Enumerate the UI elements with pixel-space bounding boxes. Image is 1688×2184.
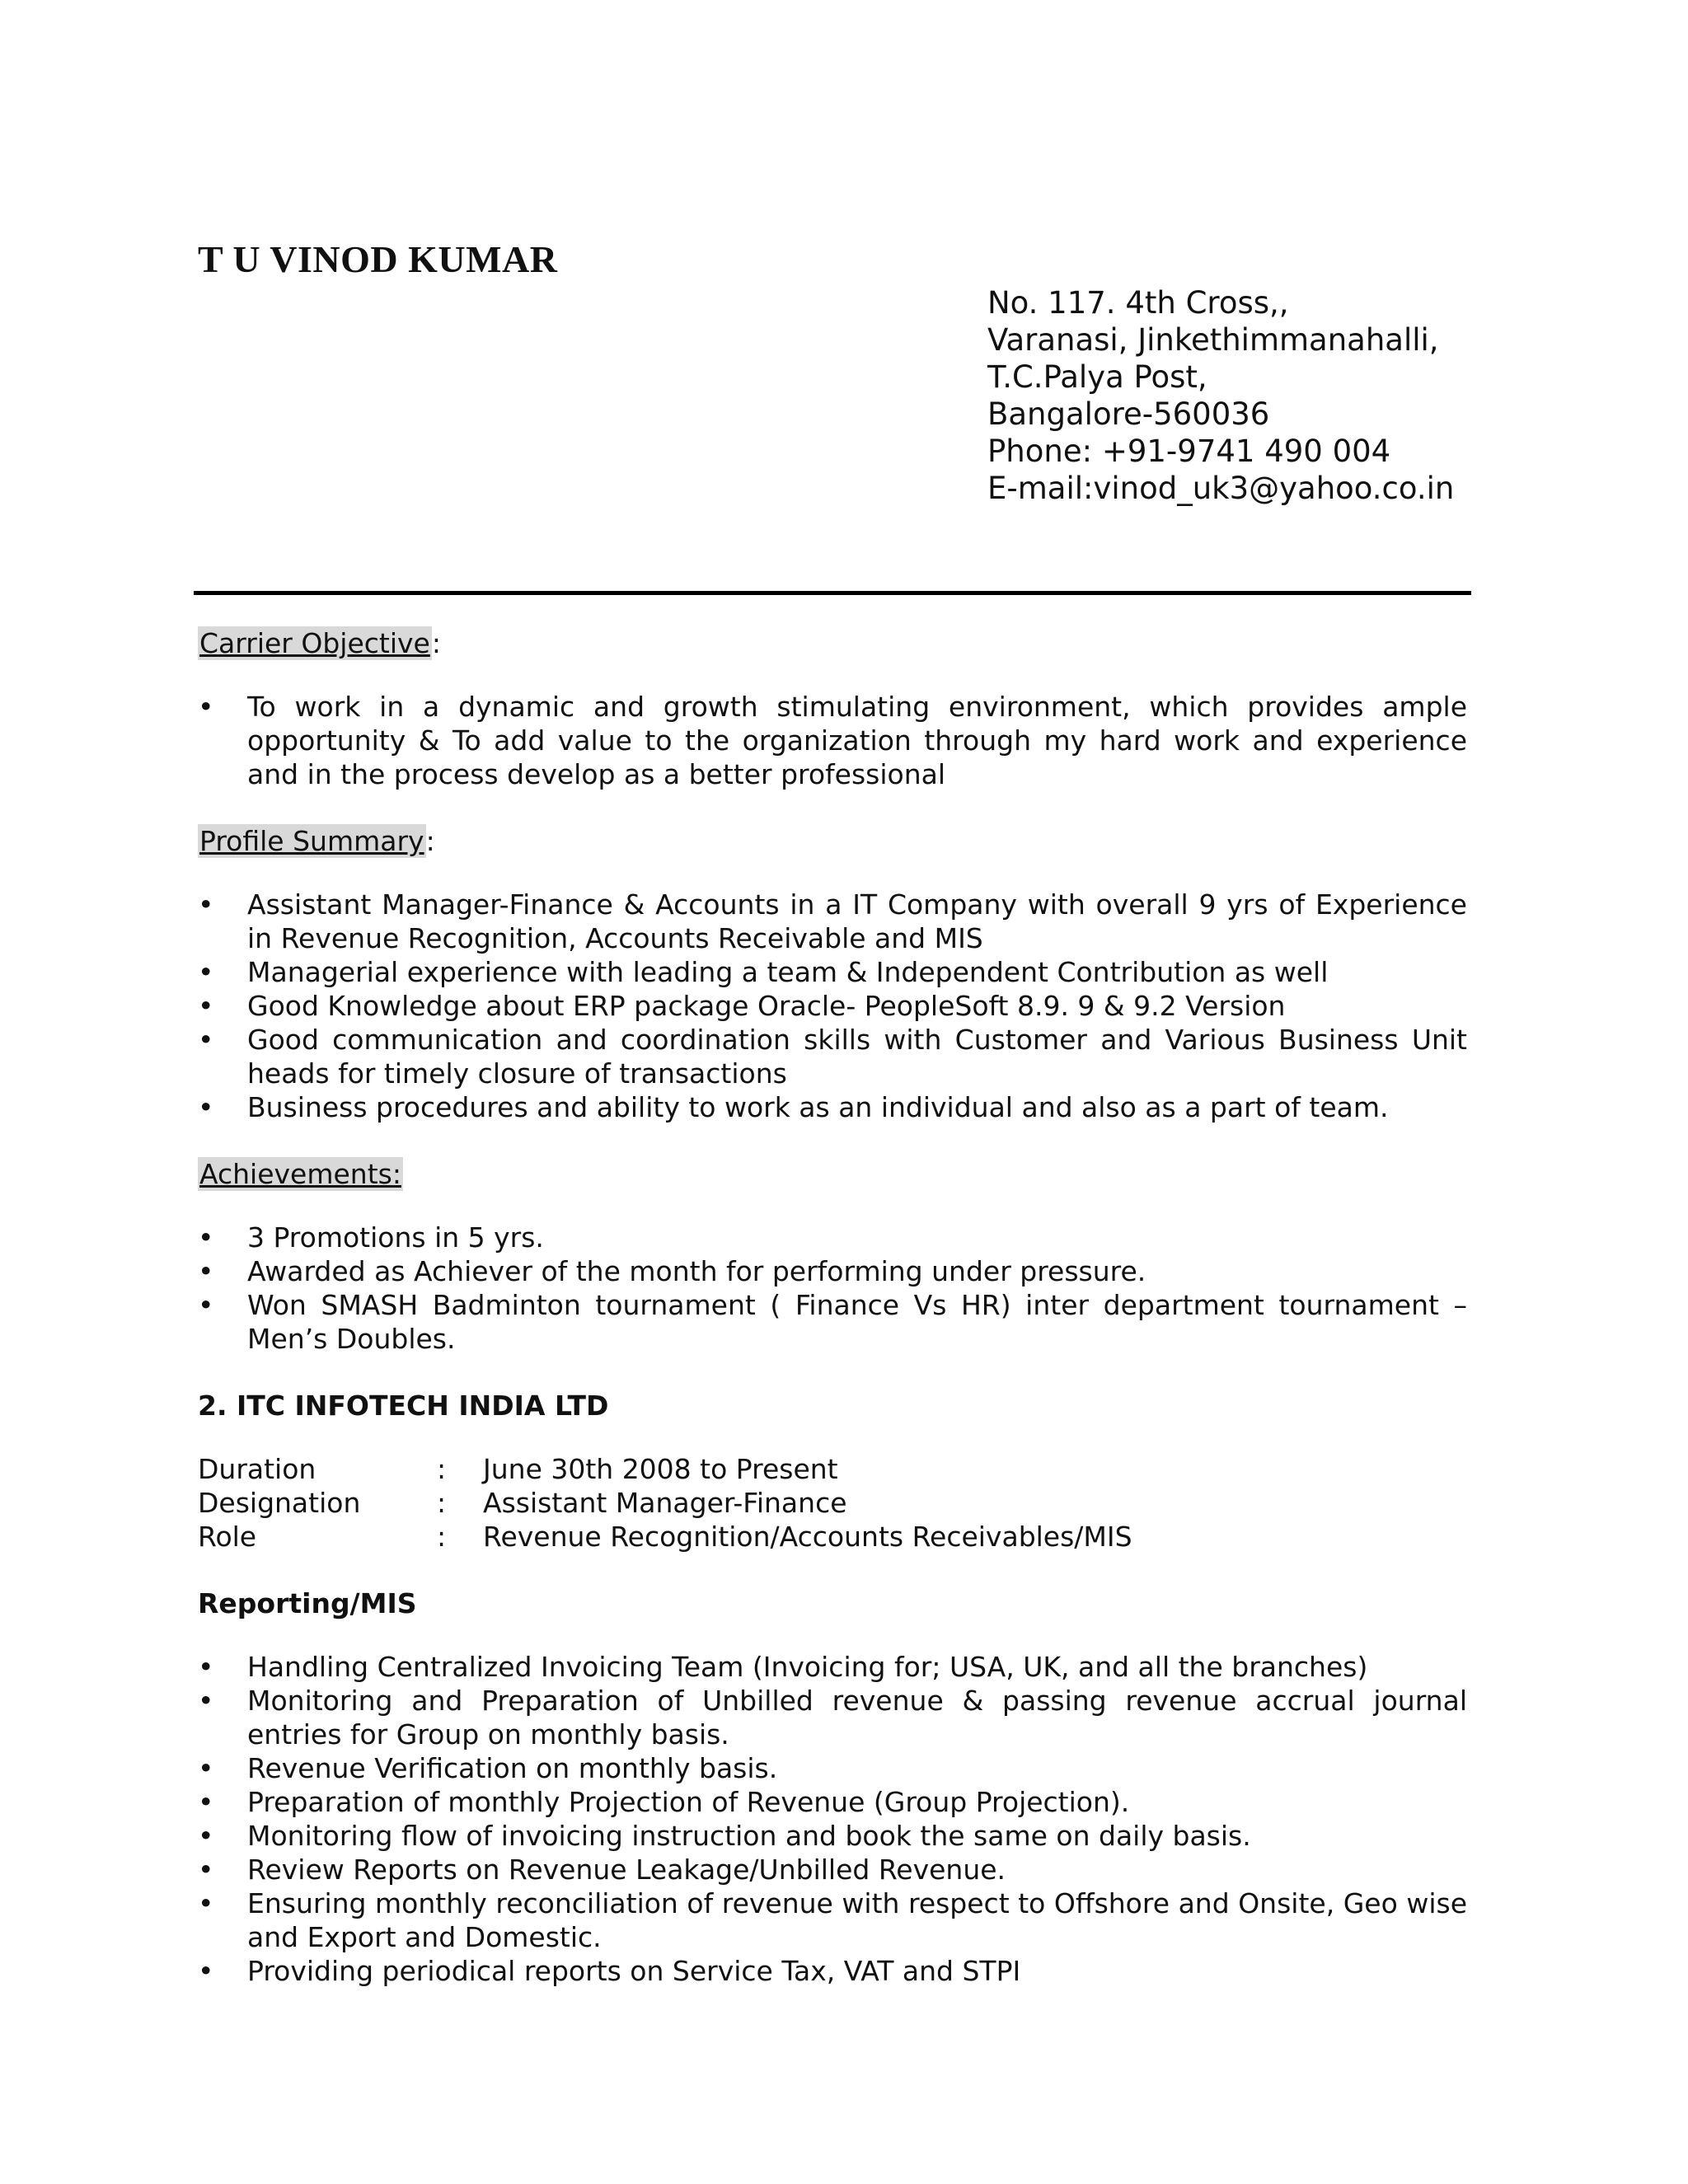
profile-section [198, 824, 1467, 1124]
address-line: No. 117. 4th Cross,, [987, 285, 1289, 321]
list-item: • Review Reports on Revenue Leakage/Unbilled Revenue. [198, 1853, 1467, 1886]
phone-line: Phone: +91-9741 490 004 [987, 434, 1391, 469]
profile-heading: Profile Summary [199, 825, 424, 857]
objective-heading: Carrier Objective [199, 627, 430, 659]
reporting-section [198, 1586, 1467, 1988]
list-item: • Awarded as Achiever of the month for performing under pressure. [198, 1254, 1467, 1288]
detail-value: Assistant Manager-Finance [483, 1487, 847, 1519]
achievements-list [198, 1221, 1467, 1356]
achievements-heading: Achievements: [199, 1158, 401, 1190]
objective-item: • To work in a dynamic and growth stimulating environment, which provides ample opportunity & To add value to the organization through my hard work and experience and in the process develop as a better professional [198, 690, 1467, 791]
list-item: • Handling Centralized Invoicing Team (Invoicing for; USA, UK, and all the branches) [198, 1650, 1467, 1684]
list-item: • Ensuring monthly reconciliation of revenue with respect to Offshore and Onsite, Geo wise and Export and Domestic. [198, 1886, 1467, 1954]
detail-value: Revenue Recognition/Accounts Receivables/MIS [483, 1521, 1132, 1553]
address-line: T.C.Palya Post, [987, 359, 1207, 395]
list-item: • Preparation of monthly Projection of Revenue (Group Projection). [198, 1785, 1467, 1819]
list-item: • 3 Promotions in 5 yrs. [198, 1221, 1467, 1254]
list-item: • Assistant Manager-Finance & Accounts in a IT Company with overall 9 yrs of Experience in Revenue Recognition, Accounts Receivable and MIS [198, 888, 1467, 955]
job-details [198, 1452, 1467, 1554]
contact-address-block [987, 284, 1454, 507]
list-item: • Providing periodical reports on Service Tax, VAT and STPI [198, 1954, 1467, 1988]
list-item: • Won SMASH Badminton tournament ( Finance Vs HR) inter department tournament – Men’s Doubles. [198, 1288, 1467, 1356]
list-item: • Managerial experience with leading a team & Independent Contribution as well [198, 955, 1467, 989]
detail-colon: : [437, 1453, 447, 1485]
reporting-heading: Reporting/MIS [198, 1587, 417, 1619]
detail-key: Duration [198, 1453, 316, 1485]
objective-list [198, 690, 1467, 791]
email-line: E-mail:vinod_uk3@yahoo.co.in [987, 471, 1455, 506]
address-line: Bangalore-560036 [987, 396, 1270, 432]
list-item: • Monitoring flow of invoicing instruction and book the same on daily basis. [198, 1819, 1467, 1853]
objective-section [198, 626, 1467, 791]
list-item: • Monitoring and Preparation of Unbilled revenue & passing revenue accrual journal entries for Group on monthly basis. [198, 1684, 1467, 1751]
profile-heading-colon: : [425, 825, 435, 857]
list-item: • Revenue Verification on monthly basis. [198, 1751, 1467, 1785]
job-detail-row [198, 1520, 1467, 1554]
detail-colon: : [437, 1521, 447, 1553]
company-section [198, 1389, 1467, 1554]
detail-colon: : [437, 1487, 447, 1519]
job-detail-row [198, 1486, 1467, 1520]
objective-heading-colon: : [431, 627, 441, 659]
detail-key: Role [198, 1521, 257, 1553]
job-detail-row [198, 1452, 1467, 1486]
detail-key: Designation [198, 1487, 361, 1519]
list-item: • Good communication and coordination skills with Customer and Various Business Unit heads for timely closure of transactions [198, 1023, 1467, 1090]
detail-value: June 30th 2008 to Present [483, 1453, 838, 1485]
profile-list [198, 888, 1467, 1124]
address-line: Varanasi, Jinkethimmanahalli, [987, 322, 1439, 358]
list-item: • Business procedures and ability to work as an individual and also as a part of team. [198, 1090, 1467, 1124]
candidate-name: T U VINOD KUMAR [198, 238, 558, 280]
resume-body [198, 626, 1467, 2021]
reporting-list [198, 1650, 1467, 1988]
company-title: 2. ITC INFOTECH INDIA LTD [198, 1390, 609, 1422]
achievements-section [198, 1157, 1467, 1356]
header-divider [194, 591, 1471, 595]
list-item: • Good Knowledge about ERP package Oracle- PeopleSoft 8.9. 9 & 9.2 Version [198, 989, 1467, 1023]
